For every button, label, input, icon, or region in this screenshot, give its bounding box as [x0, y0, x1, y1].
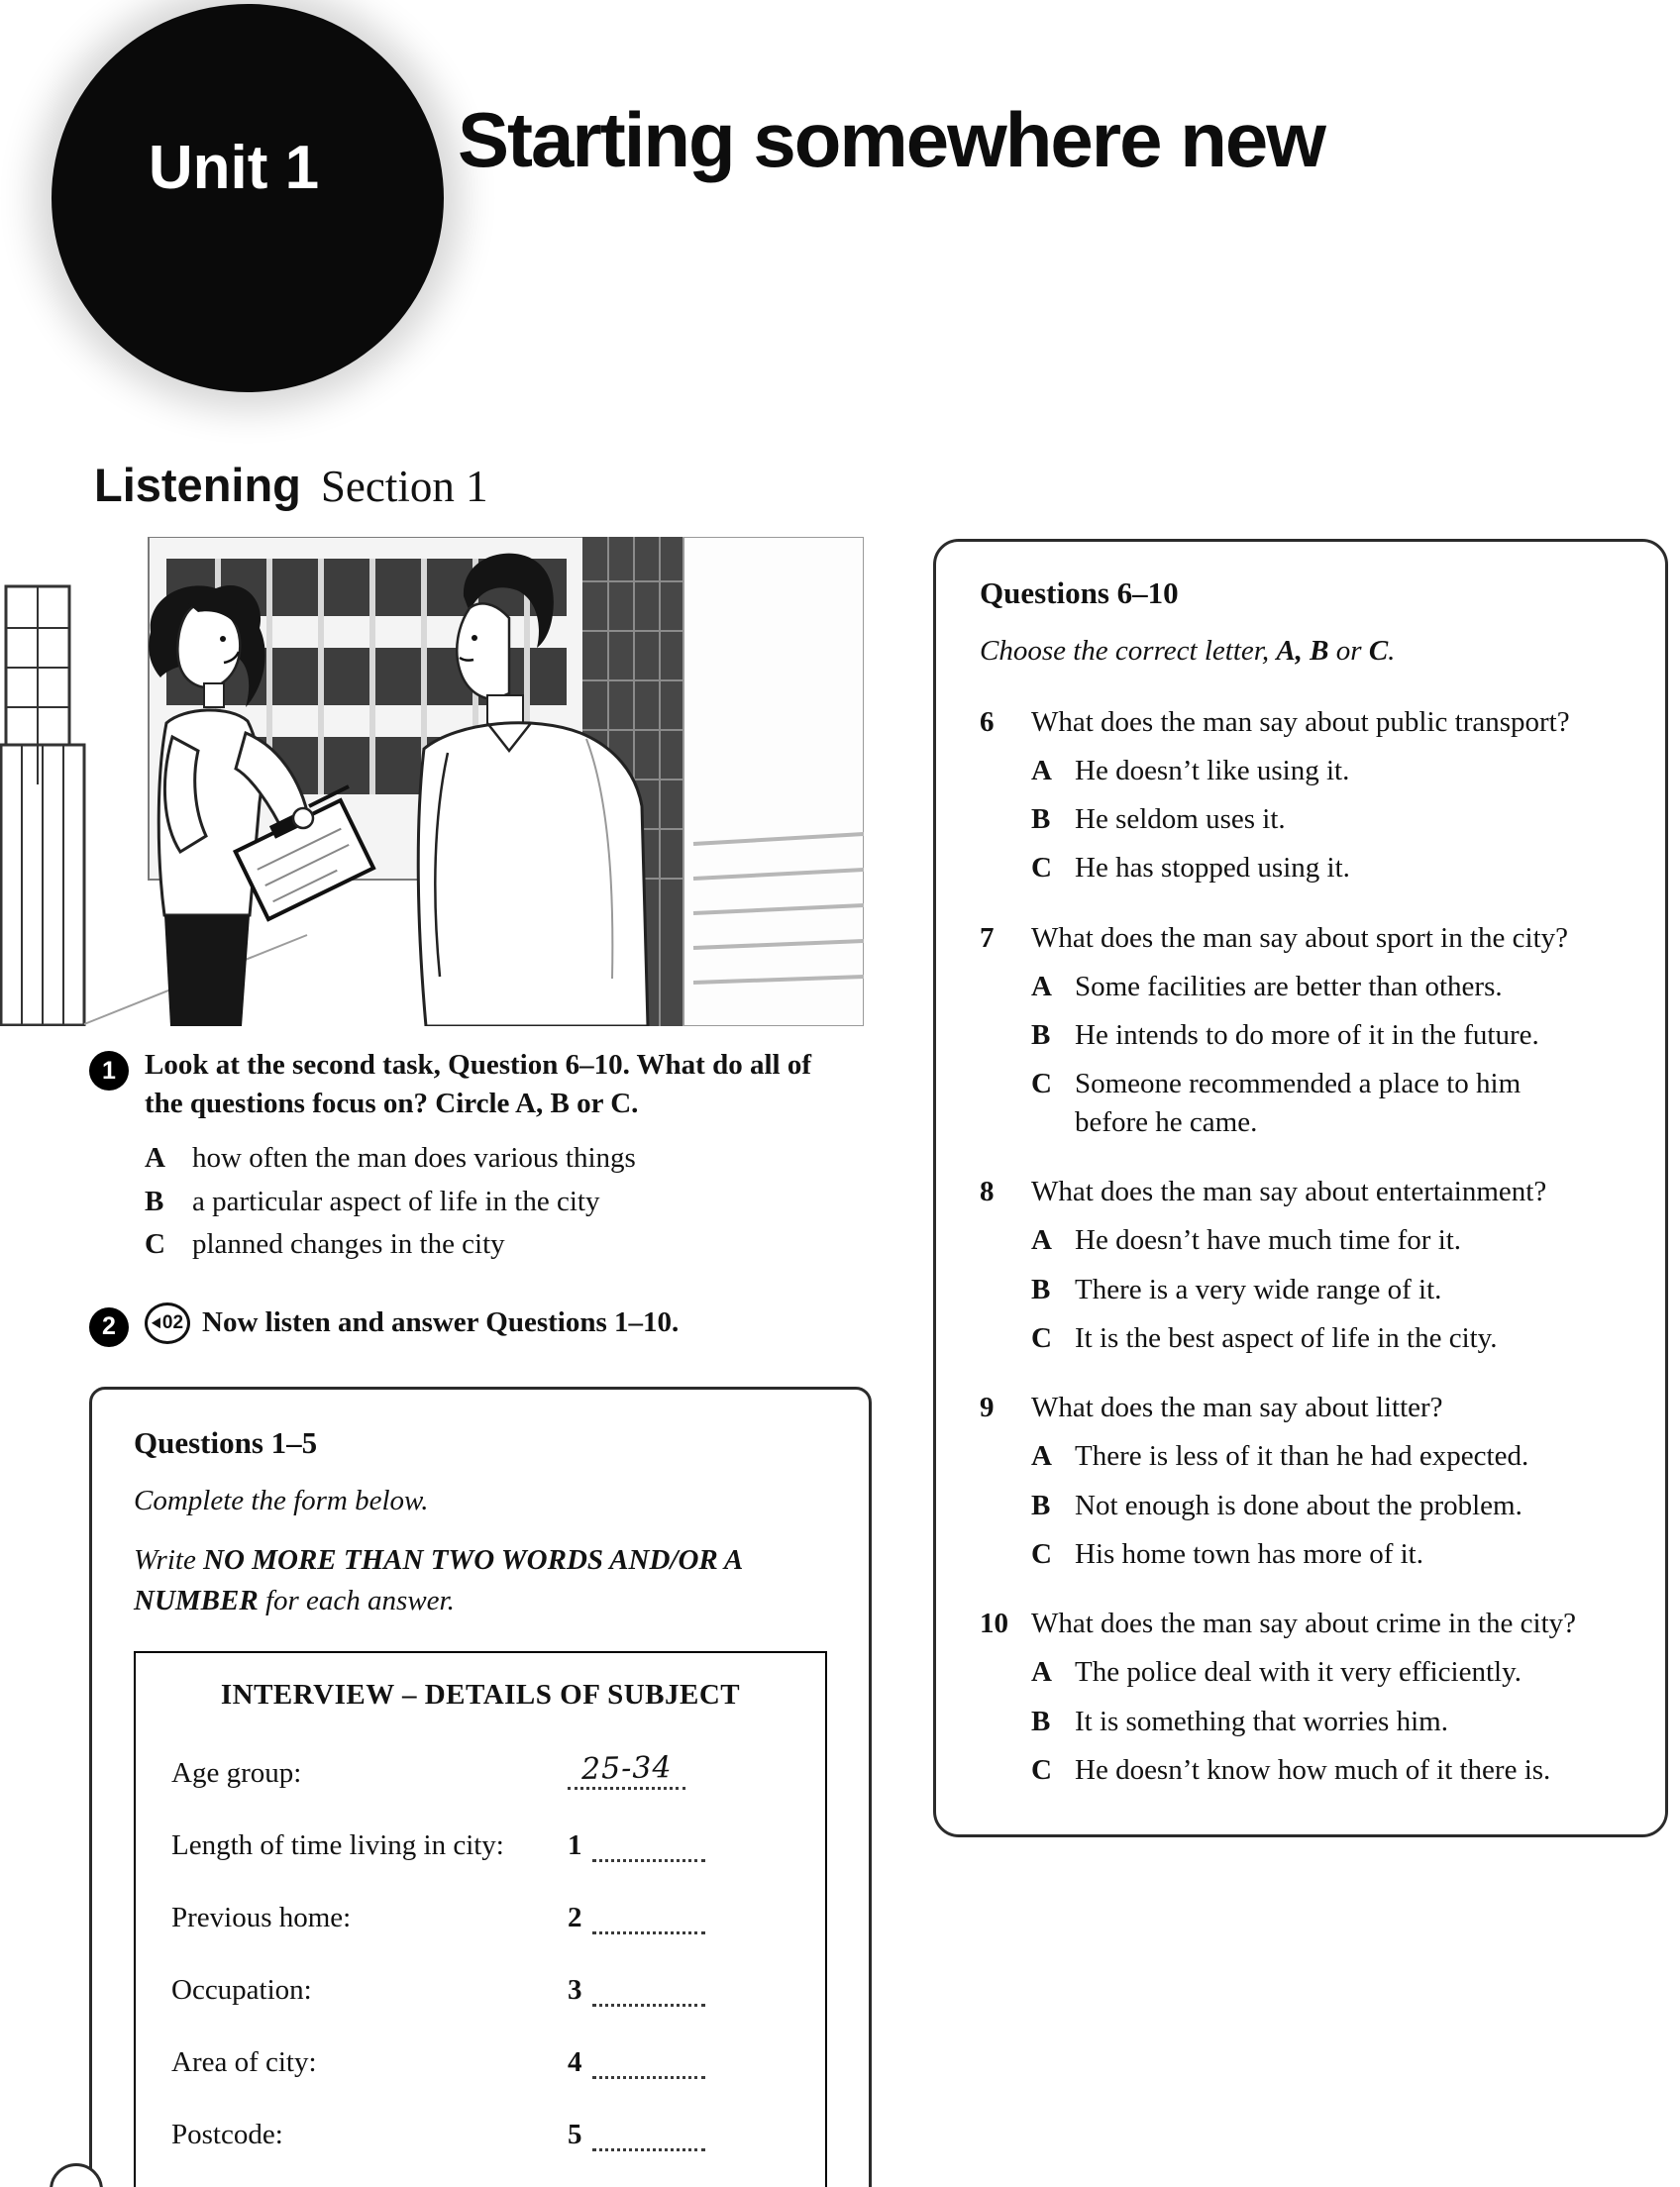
option-row [1031, 968, 1626, 1005]
questions-1-5-title: Questions 1–5 [134, 1424, 318, 1460]
question-text: What does the man say about crime in the city? [1031, 1608, 1577, 1640]
option-row [1031, 1221, 1626, 1259]
answer-blank [592, 2073, 705, 2079]
left-column [0, 537, 899, 2187]
option-row [1031, 800, 1626, 838]
question-text: What does the man say about entertainment? [1031, 1175, 1547, 1207]
option-text: Some facilities are better than others. [1075, 970, 1503, 1002]
option-letter: B [1031, 1019, 1051, 1052]
answer-line [568, 1751, 685, 1790]
option-letter: C [1031, 1753, 1052, 1786]
exercise-2 [89, 1302, 899, 1347]
answer-blank [592, 2001, 705, 2007]
question-number: 9 [980, 1392, 995, 1424]
answer-number: 5 [568, 2118, 582, 2150]
right-column [899, 537, 1652, 2187]
exercise-2-prompt: Now listen and answer Questions 1–10. [202, 1306, 680, 1339]
question [980, 1173, 1626, 1357]
question [980, 1389, 1626, 1573]
interview-form [134, 1651, 827, 2187]
option-letter: A [1031, 1440, 1052, 1473]
option-row [1031, 1751, 1626, 1789]
option-row [145, 1181, 899, 1224]
option-row [1031, 1016, 1626, 1054]
form-label: Occupation: [171, 1973, 312, 2006]
interview-illustration [0, 537, 864, 1026]
option-text: He has stopped using it. [1075, 852, 1350, 885]
answer-number: 4 [568, 2045, 582, 2078]
form-row [171, 1974, 789, 2007]
form-label: Length of time living in city: [171, 1828, 504, 1861]
option-letter: A [1031, 1224, 1052, 1257]
option-row [1031, 1319, 1626, 1357]
unit-badge [52, 4, 444, 392]
answer-number: 1 [568, 1828, 582, 1861]
form-row [171, 1829, 789, 1862]
option-letter: C [1031, 1537, 1052, 1570]
form-label: Previous home: [171, 1901, 352, 1933]
question-text: What does the man say about litter? [1031, 1392, 1443, 1424]
exercise-1-number-icon: 1 [89, 1051, 129, 1091]
handwritten-answer: 25-34 [580, 1749, 673, 1787]
exercise-1-prompt: Look at the second task, Question 6–10. What do all of the questions focus on? Circle A, B or C. [145, 1049, 811, 1120]
answer-number: 2 [568, 1901, 582, 1933]
option-row [1031, 1437, 1626, 1475]
option-text: There is a very wide range of it. [1075, 1273, 1442, 1305]
option-text: It is the best aspect of life in the city. [1075, 1321, 1498, 1354]
question-number: 10 [980, 1608, 1008, 1640]
option-text: planned changes in the city [192, 1228, 505, 1261]
option-text: He doesn’t like using it. [1075, 754, 1350, 786]
option-letter: B [1031, 803, 1051, 836]
question-number: 8 [980, 1175, 995, 1207]
option-row [1031, 1487, 1626, 1524]
option-text: He doesn’t have much time for it. [1075, 1224, 1462, 1257]
option-letter: A [1031, 970, 1052, 1002]
speaker-icon [152, 1317, 160, 1328]
question-number: 7 [980, 921, 995, 954]
option-letter: B [145, 1185, 164, 1217]
question [980, 919, 1626, 1141]
option-row [1031, 752, 1626, 789]
question-number: 6 [980, 705, 995, 738]
option-letter: B [1031, 1273, 1051, 1305]
answer-blank [592, 1856, 705, 1862]
option-text: how often the man does various things [192, 1142, 636, 1175]
option-row [1031, 1271, 1626, 1308]
option-letter: B [1031, 1489, 1051, 1521]
option-text: Not enough is done about the problem. [1075, 1489, 1522, 1521]
option-letter: A [145, 1142, 165, 1175]
form-row [171, 1751, 789, 1790]
option-text: It is something that worries him. [1075, 1705, 1448, 1737]
questions-6-10-title: Questions 6–10 [980, 575, 1179, 610]
answer-number: 3 [568, 1973, 582, 2006]
exercise-1-options [145, 1137, 899, 1267]
main-content [0, 537, 1680, 2187]
questions-6-10-instruction: Choose the correct letter, A, B or C. [980, 635, 1396, 667]
audio-icon [145, 1302, 190, 1344]
option-text: The police deal with it very efficiently. [1075, 1656, 1522, 1689]
form-row [171, 2119, 789, 2151]
option-row [145, 1223, 899, 1267]
exercise-2-number-icon: 2 [89, 1307, 129, 1347]
unit-badge-label: Unit 1 [148, 133, 320, 202]
option-text: He seldom uses it. [1075, 803, 1286, 836]
question-text: What does the man say about sport in the city? [1031, 921, 1568, 954]
option-letter: C [1031, 852, 1052, 885]
question-text: What does the man say about public transport? [1031, 705, 1570, 738]
option-letter: A [1031, 754, 1052, 786]
option-text: There is less of it than he had expected. [1075, 1440, 1529, 1473]
option-row [145, 1137, 899, 1181]
option-row [1031, 849, 1626, 886]
option-row [1031, 1653, 1626, 1691]
page-title: Starting somewhere new [458, 96, 1324, 183]
option-row [1031, 1703, 1626, 1740]
answer-blank [592, 1928, 705, 1934]
option-letter: C [1031, 1068, 1052, 1100]
section-heading-number: Section 1 [320, 462, 488, 511]
section-heading-listening: Listening [94, 459, 301, 511]
option-letter: C [1031, 1321, 1052, 1354]
question [980, 703, 1626, 887]
option-text: His home town has more of it. [1075, 1537, 1423, 1570]
form-label: Area of city: [171, 2045, 317, 2078]
audio-track-label: 02 [161, 1311, 184, 1333]
answer-blank [592, 2145, 705, 2151]
section-heading [94, 458, 488, 512]
option-letter: A [1031, 1656, 1052, 1689]
option-text: He intends to do more of it in the future. [1075, 1019, 1539, 1052]
question [980, 1605, 1626, 1789]
illustration-building-right [683, 537, 864, 1026]
option-letter: C [145, 1228, 165, 1261]
form-label: Postcode: [171, 2118, 283, 2150]
questions-6-10-box [933, 539, 1668, 1837]
option-letter: B [1031, 1705, 1051, 1737]
option-row [1031, 1535, 1626, 1573]
form-instruction-2: Write NO MORE THAN TWO WORDS AND/OR A NUMBER for each answer. [134, 1544, 742, 1616]
form-row [171, 2046, 789, 2079]
option-text: Someone recommended a place to him before he came. [1075, 1068, 1522, 1138]
questions-1-5-box [89, 1387, 872, 2187]
option-row [1031, 1065, 1626, 1141]
option-text: a particular aspect of life in the city [192, 1185, 600, 1217]
option-text: He doesn’t know how much of it there is. [1075, 1753, 1551, 1786]
form-row [171, 1902, 789, 1934]
interview-form-title: INTERVIEW – DETAILS OF SUBJECT [220, 1678, 741, 1711]
form-label: Age group: [171, 1756, 302, 1789]
exercise-1 [89, 1046, 899, 1123]
form-instruction-1: Complete the form below. [134, 1484, 429, 1516]
